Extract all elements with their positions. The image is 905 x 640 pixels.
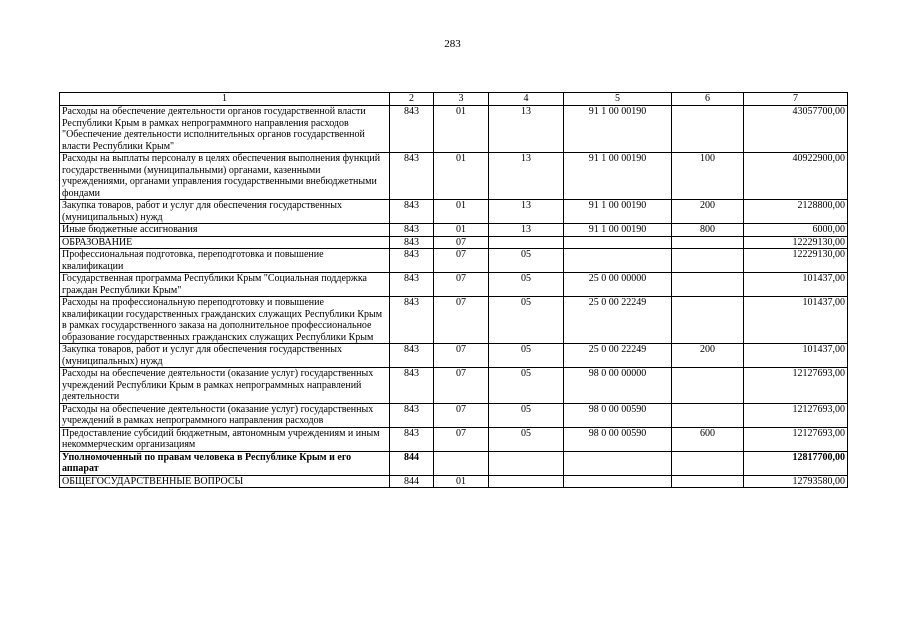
code-subsection-cell [489, 236, 564, 249]
code-subsection-cell: 05 [489, 427, 564, 451]
code-subsection-cell: 05 [489, 249, 564, 273]
code-target-cell: 98 0 00 00590 [564, 427, 672, 451]
table-row [60, 403, 848, 427]
table-row [60, 368, 848, 404]
code-target-cell [564, 236, 672, 249]
code-expense-type-cell: 800 [672, 224, 744, 237]
amount-cell: 12793580,00 [744, 475, 848, 488]
code-admin-cell: 843 [390, 200, 434, 224]
amount-cell: 101437,00 [744, 297, 848, 344]
code-subsection-cell: 05 [489, 273, 564, 297]
amount-cell: 12817700,00 [744, 451, 848, 475]
code-subsection-cell [489, 451, 564, 475]
code-expense-type-cell [672, 475, 744, 488]
code-subsection-cell: 13 [489, 200, 564, 224]
code-section-cell: 07 [434, 297, 489, 344]
table-body [60, 106, 848, 488]
code-expense-type-cell [672, 451, 744, 475]
table-row [60, 273, 848, 297]
code-expense-type-cell [672, 249, 744, 273]
code-subsection-cell [489, 475, 564, 488]
column-header: 6 [672, 93, 744, 106]
code-expense-type-cell [672, 273, 744, 297]
code-subsection-cell: 05 [489, 403, 564, 427]
code-admin-cell: 843 [390, 297, 434, 344]
code-section-cell: 01 [434, 153, 489, 200]
table-row [60, 249, 848, 273]
code-subsection-cell: 13 [489, 153, 564, 200]
code-section-cell: 01 [434, 475, 489, 488]
code-section-cell: 07 [434, 403, 489, 427]
code-target-cell: 25 0 00 22249 [564, 344, 672, 368]
code-admin-cell: 843 [390, 273, 434, 297]
code-section-cell: 07 [434, 236, 489, 249]
code-admin-cell: 843 [390, 427, 434, 451]
table-row [60, 236, 848, 249]
column-header: 7 [744, 93, 848, 106]
row-name-cell: Расходы на обеспечение деятельности (оказание услуг) государственных учреждений Республики Крым в рамках непрограммных направлений деятельности [60, 368, 390, 404]
code-section-cell: 07 [434, 427, 489, 451]
row-name-cell: Закупка товаров, работ и услуг для обеспечения государственных (муниципальных) нужд [60, 344, 390, 368]
code-section-cell [434, 451, 489, 475]
table-row [60, 153, 848, 200]
code-section-cell: 07 [434, 273, 489, 297]
column-header: 2 [390, 93, 434, 106]
amount-cell: 12127693,00 [744, 427, 848, 451]
row-name-cell: Уполномоченный по правам человека в Республике Крым и его аппарат [60, 451, 390, 475]
amount-cell: 40922900,00 [744, 153, 848, 200]
row-name-cell: ОБЩЕГОСУДАРСТВЕННЫЕ ВОПРОСЫ [60, 475, 390, 488]
code-admin-cell: 843 [390, 249, 434, 273]
column-header: 1 [60, 93, 390, 106]
amount-cell: 6000,00 [744, 224, 848, 237]
code-target-cell: 25 0 00 22249 [564, 297, 672, 344]
code-expense-type-cell [672, 403, 744, 427]
code-expense-type-cell: 600 [672, 427, 744, 451]
table-row [60, 475, 848, 488]
row-name-cell: ОБРАЗОВАНИЕ [60, 236, 390, 249]
code-target-cell: 91 1 00 00190 [564, 153, 672, 200]
code-section-cell: 01 [434, 106, 489, 153]
row-name-cell: Расходы на обеспечение деятельности (оказание услуг) государственных учреждений в рамках непрограммного направления расходов [60, 403, 390, 427]
table-row [60, 344, 848, 368]
code-section-cell: 07 [434, 368, 489, 404]
code-admin-cell: 843 [390, 236, 434, 249]
code-target-cell: 91 1 00 00190 [564, 106, 672, 153]
row-name-cell: Иные бюджетные ассигнования [60, 224, 390, 237]
code-subsection-cell: 05 [489, 297, 564, 344]
amount-cell: 43057700,00 [744, 106, 848, 153]
code-target-cell: 98 0 00 00590 [564, 403, 672, 427]
code-target-cell: 25 0 00 00000 [564, 273, 672, 297]
row-name-cell: Профессиональная подготовка, переподготовка и повышение квалификации [60, 249, 390, 273]
row-name-cell: Расходы на выплаты персоналу в целях обеспечения выполнения функций государственными (муниципальными) органами, казенными учреждениями, органами управления государственными внебюджетными фондами [60, 153, 390, 200]
amount-cell: 12229130,00 [744, 236, 848, 249]
code-admin-cell: 843 [390, 403, 434, 427]
code-section-cell: 07 [434, 249, 489, 273]
code-admin-cell: 843 [390, 368, 434, 404]
code-expense-type-cell [672, 236, 744, 249]
table-row [60, 297, 848, 344]
table-row [60, 200, 848, 224]
code-target-cell [564, 249, 672, 273]
code-target-cell: 91 1 00 00190 [564, 224, 672, 237]
row-name-cell: Государственная программа Республики Крым "Социальная поддержка граждан Республики Крым" [60, 273, 390, 297]
amount-cell: 101437,00 [744, 273, 848, 297]
code-section-cell: 07 [434, 344, 489, 368]
row-name-cell: Предоставление субсидий бюджетным, автономным учреждениям и иным некоммерческим организациям [60, 427, 390, 451]
code-target-cell [564, 475, 672, 488]
budget-table [59, 92, 848, 488]
amount-cell: 101437,00 [744, 344, 848, 368]
code-expense-type-cell: 200 [672, 200, 744, 224]
table-row [60, 451, 848, 475]
code-target-cell: 98 0 00 00000 [564, 368, 672, 404]
amount-cell: 12127693,00 [744, 368, 848, 404]
code-admin-cell: 844 [390, 451, 434, 475]
column-header: 5 [564, 93, 672, 106]
code-expense-type-cell: 200 [672, 344, 744, 368]
code-subsection-cell: 13 [489, 224, 564, 237]
code-expense-type-cell [672, 368, 744, 404]
table-row [60, 224, 848, 237]
code-section-cell: 01 [434, 224, 489, 237]
table-row [60, 106, 848, 153]
code-admin-cell: 843 [390, 344, 434, 368]
row-name-cell: Расходы на обеспечение деятельности органов государственной власти Республики Крым в рамках непрограммного направления расходов "Обеспечение деятельности исполнительных органов государственной власти Республики Крым" [60, 106, 390, 153]
code-expense-type-cell [672, 106, 744, 153]
row-name-cell: Расходы на профессиональную переподготовку и повышение квалификации государственных гражданских служащих Республики Крым в рамках государственного заказа на дополнительное профессиональное образование государственных гражданских служащих Республики Крым [60, 297, 390, 344]
amount-cell: 12127693,00 [744, 403, 848, 427]
page-number: 283 [444, 38, 461, 50]
code-section-cell: 01 [434, 200, 489, 224]
code-target-cell [564, 451, 672, 475]
code-subsection-cell: 13 [489, 106, 564, 153]
code-admin-cell: 843 [390, 224, 434, 237]
header-row [60, 93, 848, 106]
code-subsection-cell: 05 [489, 368, 564, 404]
column-header: 4 [489, 93, 564, 106]
column-header: 3 [434, 93, 489, 106]
row-name-cell: Закупка товаров, работ и услуг для обеспечения государственных (муниципальных) нужд [60, 200, 390, 224]
code-target-cell: 91 1 00 00190 [564, 200, 672, 224]
code-admin-cell: 843 [390, 153, 434, 200]
code-subsection-cell: 05 [489, 344, 564, 368]
table-row [60, 427, 848, 451]
amount-cell: 2128800,00 [744, 200, 848, 224]
code-expense-type-cell: 100 [672, 153, 744, 200]
code-admin-cell: 843 [390, 106, 434, 153]
code-expense-type-cell [672, 297, 744, 344]
code-admin-cell: 844 [390, 475, 434, 488]
amount-cell: 12229130,00 [744, 249, 848, 273]
